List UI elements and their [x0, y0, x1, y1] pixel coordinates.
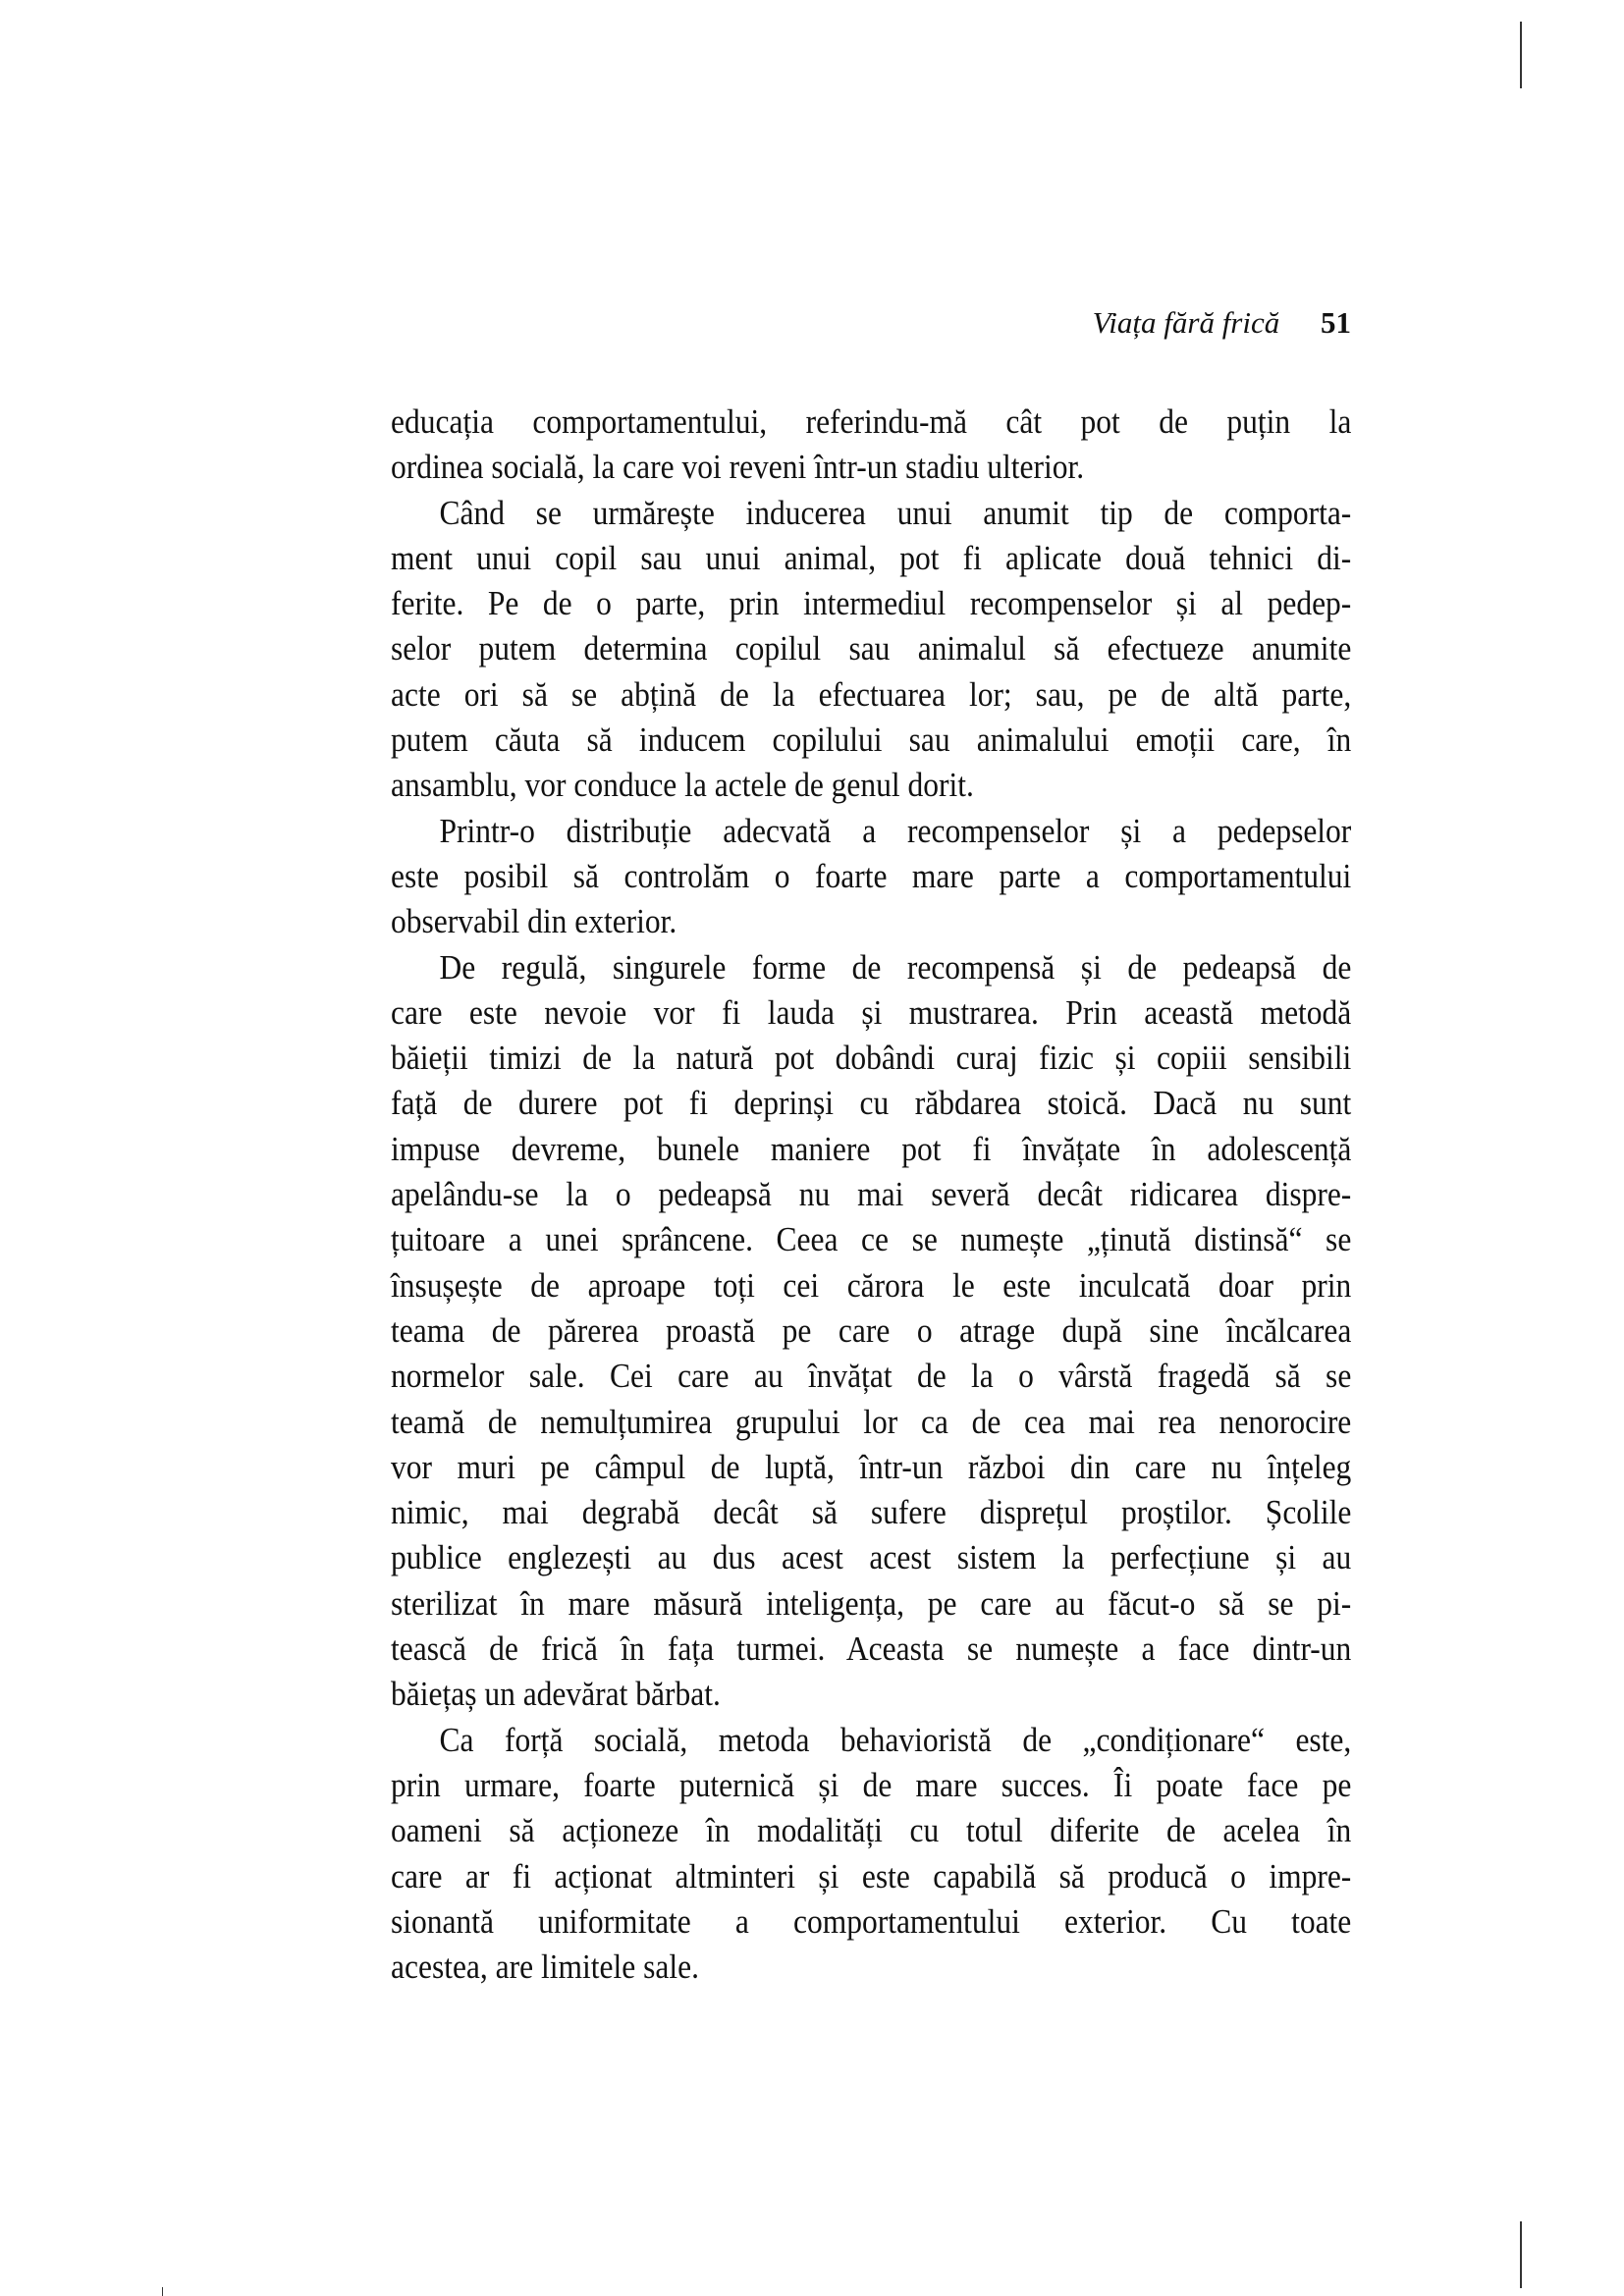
text-line: băieții timizi de la natură pot dobândi curaj fizic și copiii sensibili — [391, 1039, 1352, 1078]
text-line: ment unui copil sau unui animal, pot fi aplicate două tehnici di- — [391, 538, 1352, 577]
text-line: sterilizat în mare măsură inteligența, pe care au făcut-o să se pi- — [391, 1583, 1352, 1623]
text-line: impuse devreme, bunele maniere pot fi învățate în adolescență — [391, 1129, 1352, 1168]
text-line: ferite. Pe de o parte, prin intermediul recompenselor și al pedep- — [391, 584, 1352, 623]
text-line: De regulă, singurele forme de recompensă și de pedeapsă de — [439, 947, 1352, 987]
crop-mark-bottom-right — [1520, 2221, 1522, 2288]
text-line: Când se urmărește inducerea unui anumit tip de comporta- — [439, 493, 1352, 532]
text-line: însușește de aproape toți cei cărora le este inculcată doar prin — [391, 1265, 1352, 1305]
text-line: față de durere pot fi deprinși cu răbdarea stoică. Dacă nu sunt — [391, 1084, 1352, 1123]
text-line: Ca forță socială, metoda behavioristă de „condiționare“ este, — [439, 1720, 1352, 1759]
text-line: vor muri pe câmpul de luptă, într-un război din care nu înțeleg — [391, 1447, 1352, 1486]
text-line: sionantă uniformitate a comportamentului exterior. Cu toate — [391, 1901, 1352, 1941]
text-line: putem căuta să inducem copilului sau animalului emoții care, în — [391, 721, 1352, 760]
text-line: țuitoare a unei sprâncene. Ceea ce se numește „ținută distinsă“ se — [391, 1220, 1352, 1259]
paragraph — [391, 809, 1351, 945]
text-line: prin urmare, foarte puternică și de mare succes. Îi poate face pe — [391, 1765, 1352, 1804]
paragraph — [391, 1718, 1351, 1991]
text-line: observabil din exterior. — [391, 902, 677, 941]
text-line: tească de frică în fața turmei. Aceasta se numește a face dintr-un — [391, 1629, 1352, 1669]
crop-mark-bottom-left — [162, 2287, 163, 2296]
paragraph — [391, 491, 1351, 809]
text-line: ordinea socială, la care voi reveni într-un stadiu ulterior. — [391, 448, 1085, 487]
text-line: ansamblu, vor conduce la actele de genul dorit. — [391, 766, 974, 805]
paragraph — [391, 400, 1351, 491]
text-line: teamă de nemulțumirea grupului lor ca de cea mai rea nenorocire — [391, 1402, 1352, 1441]
crop-mark-top-right — [1520, 22, 1522, 88]
text-line: nimic, mai degrabă decât să sufere disprețul proștilor. Școlile — [391, 1493, 1352, 1532]
running-header — [1093, 300, 1351, 346]
text-line: acestea, are limitele sale. — [391, 1948, 699, 1987]
text-line: publice englezești au dus acest acest sistem la perfecțiune și au — [391, 1538, 1352, 1577]
text-line: care este nevoie vor fi lauda și mustrarea. Prin această metodă — [391, 992, 1352, 1032]
body-text — [391, 400, 1351, 1990]
text-line: normelor sale. Cei care au învățat de la o vârstă fragedă să se — [391, 1357, 1352, 1396]
text-line: apelându-se la o pedeapsă nu mai severă decât ridicarea dispre- — [391, 1175, 1352, 1214]
text-line: educația comportamentului, referindu-mă cât pot de puțin la — [391, 402, 1352, 441]
running-title: Viața fără frică — [1092, 305, 1280, 340]
page-number: 51 — [1321, 305, 1351, 340]
text-line: care ar fi acționat altminteri și este capabilă să producă o impre- — [391, 1856, 1352, 1896]
text-line: teama de părerea proastă pe care o atrage după sine încălcarea — [391, 1310, 1352, 1350]
paragraph — [391, 945, 1351, 1718]
text-line: este posibil să controlăm o foarte mare parte a comportamentului — [391, 856, 1352, 895]
text-line: acte ori să se abțină de la efectuarea lor; sau, pe de altă parte, — [391, 674, 1352, 714]
text-line: oameni să acționeze în modalități cu totul diferite de acelea în — [391, 1811, 1352, 1850]
text-line: Printr-o distribuție adecvată a recompenselor și a pedepselor — [439, 811, 1352, 850]
text-line: selor putem determina copilul sau animalul să efectueze anumite — [391, 629, 1352, 668]
text-line: băiețaș un adevărat bărbat. — [391, 1675, 721, 1714]
